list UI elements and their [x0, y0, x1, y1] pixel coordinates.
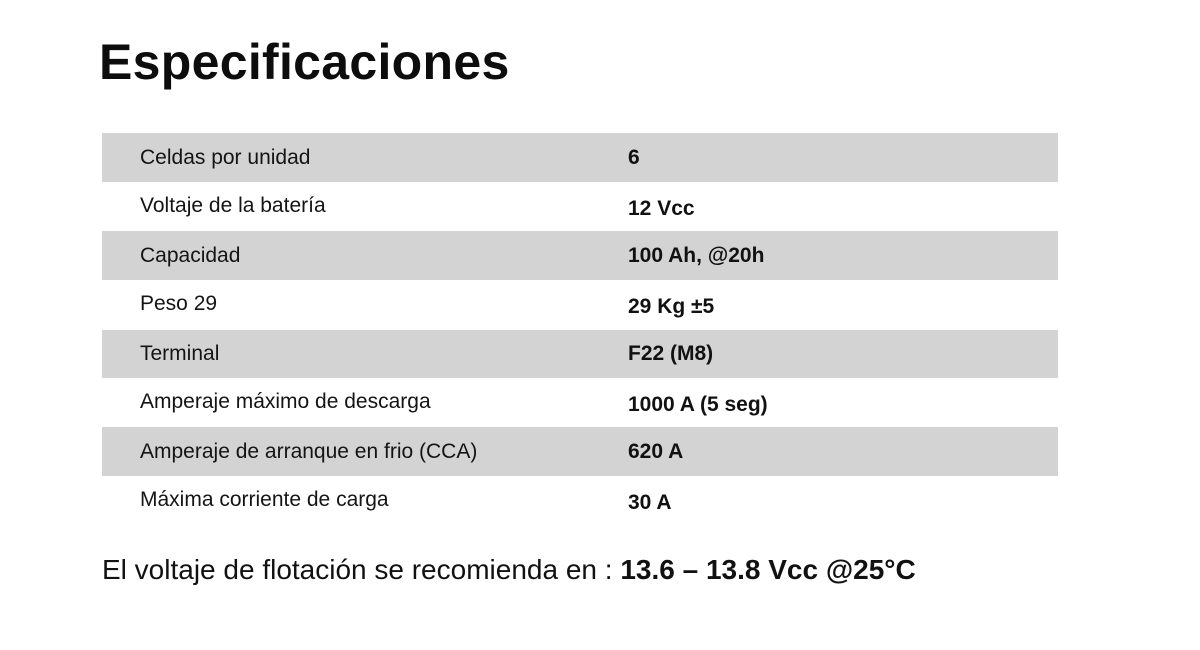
spec-label: Amperaje de arranque en frio (CCA): [140, 439, 478, 463]
table-row: [102, 378, 1058, 427]
table-row: [102, 280, 1058, 330]
spec-label: Terminal: [140, 342, 220, 365]
spec-label: Amperaje máximo de descarga: [140, 389, 431, 413]
table-row: [102, 427, 1058, 476]
float-note-text: El voltaje de flotación se recomienda en :: [102, 554, 621, 585]
spec-value: 12 Vcc: [628, 196, 695, 220]
spec-value: 30 A: [628, 491, 672, 514]
spec-label: Capacidad: [140, 243, 241, 267]
table-row: [102, 476, 1058, 526]
spec-value: F22 (M8): [628, 342, 714, 365]
spec-label: Celdas por unidad: [140, 145, 311, 169]
table-row: [102, 182, 1058, 231]
float-note-value: 13.6 – 13.8 Vcc @25°C: [620, 554, 916, 585]
spec-value: 6: [628, 145, 640, 169]
table-row: [102, 133, 1058, 182]
spec-value: 620 A: [628, 439, 684, 463]
spec-value: 1000 A (5 seg): [628, 392, 768, 416]
spec-label: Máxima corriente de carga: [140, 488, 389, 511]
spec-label: Voltaje de la batería: [140, 193, 326, 217]
table-row: [102, 330, 1058, 378]
page-title: Especificaciones: [99, 34, 510, 90]
table-row: [102, 231, 1058, 280]
spec-value: 100 Ah, @20h: [628, 243, 765, 267]
spec-label: Peso 29: [140, 292, 218, 315]
float-voltage-note: [102, 554, 916, 586]
specifications-table: [102, 133, 1058, 526]
spec-value: 29 Kg ±5: [628, 295, 715, 318]
